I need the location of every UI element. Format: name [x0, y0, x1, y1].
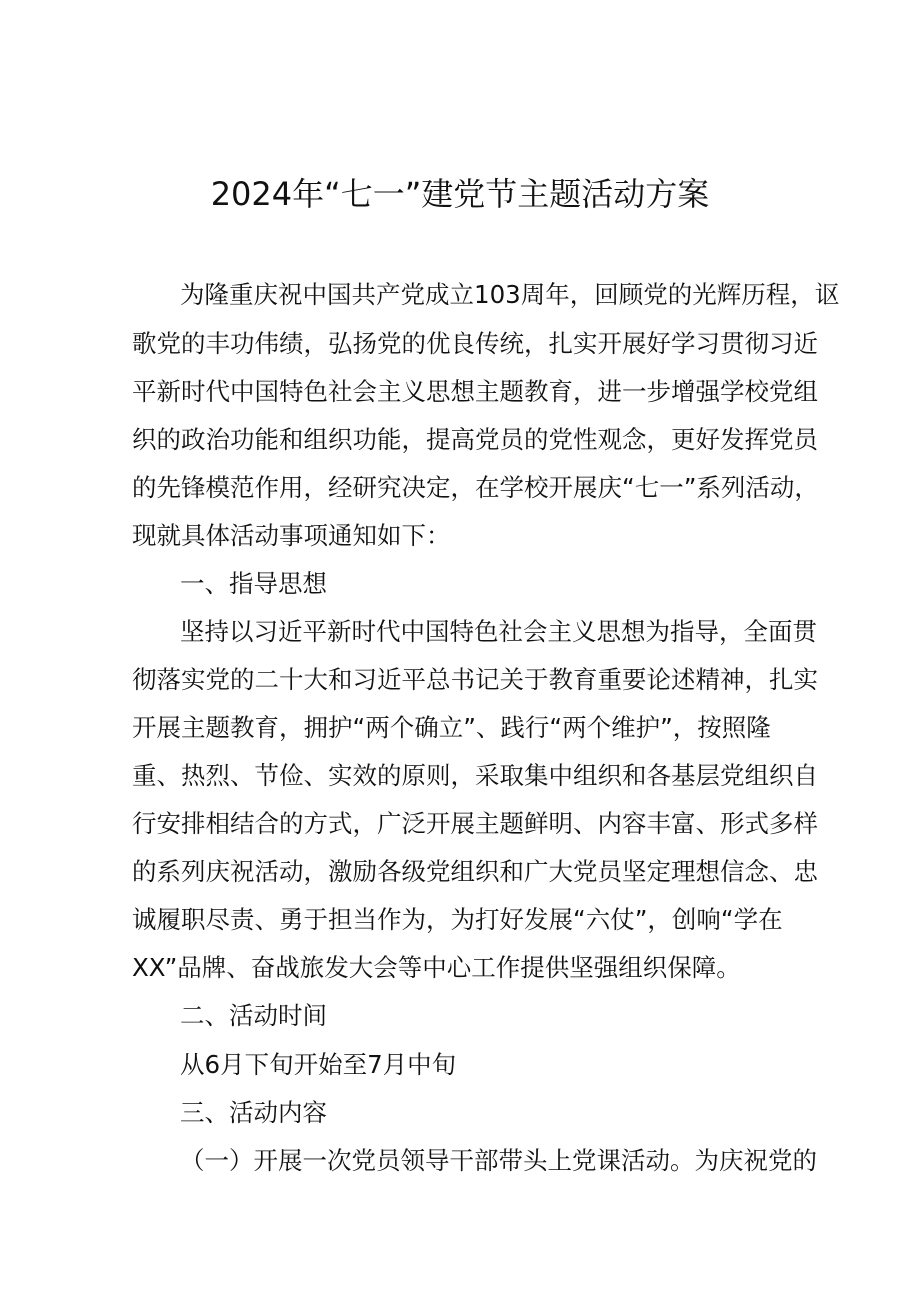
- body-line: 平新时代中国特色社会主义思想主题教育，进一步增强学校党组: [132, 377, 818, 406]
- body-line: 织的政治功能和组织功能，提高党员的党性观念，更好发挥党员: [132, 425, 818, 454]
- body-line: 歌党的丰功伟绩，弘扬党的优良传统，扎实开展好学习贯彻习近: [132, 329, 818, 358]
- body-line: （一）开展一次党员领导干部带头上党课活动。为庆祝党的: [180, 1146, 817, 1175]
- body-line: 彻落实党的二十大和习近平总书记关于教育重要论述精神，扎实: [132, 665, 818, 694]
- body-line: 的先锋模范作用，经研究决定，在学校开展庆“七一”系列活动，: [132, 473, 819, 502]
- section-heading: 二、活动时间: [180, 1001, 327, 1030]
- body-line: XX”品牌、奋战旅发大会等中心工作提供坚强组织保障。: [132, 953, 741, 982]
- body-line: 坚持以习近平新时代中国特色社会主义思想为指导，全面贯: [180, 617, 817, 646]
- body-line: 从6月下旬开始至7月中旬: [180, 1050, 457, 1079]
- body-line: 行安排相结合的方式，广泛开展主题鲜明、内容丰富、形式多样: [132, 809, 818, 838]
- section-heading: 三、活动内容: [180, 1098, 327, 1127]
- body-line: 开展主题教育，拥护“两个确立”、践行“两个维护”，按照隆: [132, 713, 771, 742]
- body-line: 为隆重庆祝中国共产党成立103周年，回顾党的光辉历程，讴: [180, 280, 840, 309]
- body-line: 重、热烈、节俭、实效的原则，采取集中组织和各基层党组织自: [132, 761, 818, 790]
- body-line: 诚履职尽责、勇于担当作为，为打好发展“六仗”，创响“学在: [132, 905, 783, 934]
- body-line: 现就具体活动事项通知如下：: [132, 521, 451, 550]
- section-heading: 一、指导思想: [180, 569, 327, 598]
- body-line: 的系列庆祝活动，激励各级党组织和广大党员坚定理想信念、忠: [132, 857, 818, 886]
- document-title: 2024年“七一”建党节主题活动方案: [210, 175, 710, 213]
